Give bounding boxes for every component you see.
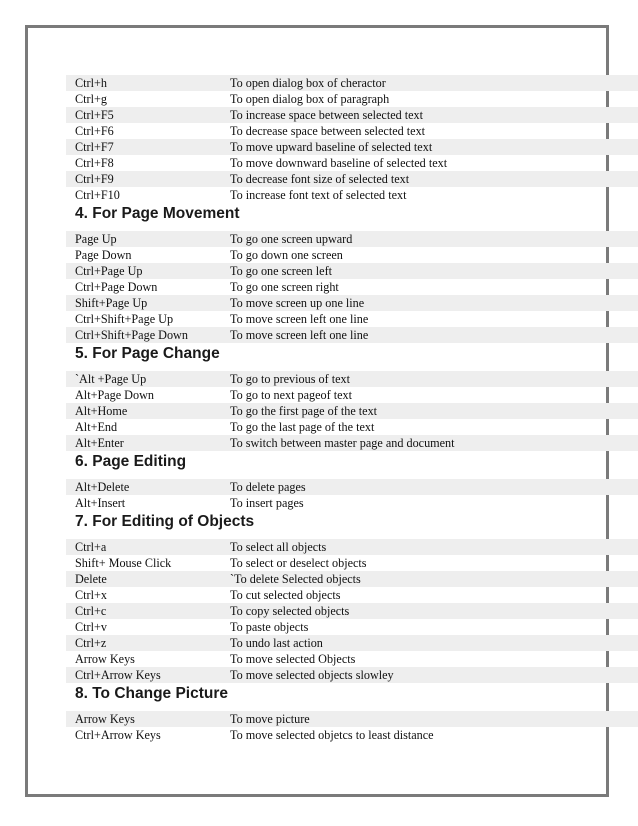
shortcut-key: Shift+ Mouse Click: [75, 556, 172, 570]
shortcut-section: [66, 203, 638, 343]
shortcut-key: Shift+Page Up: [75, 296, 148, 310]
shortcut-key: Ctrl+F5: [75, 108, 114, 122]
shortcut-key: Ctrl+F9: [75, 172, 114, 186]
shortcut-description: To undo last action: [230, 636, 323, 650]
shortcut-row: [66, 619, 638, 635]
shortcut-description: To copy selected objects: [230, 604, 350, 618]
shortcut-section: [66, 683, 638, 743]
shortcut-description: To go down one screen: [230, 248, 343, 262]
shortcut-row: [66, 263, 638, 279]
shortcut-key: Ctrl+F7: [75, 140, 114, 154]
shortcut-row: [66, 479, 638, 495]
shortcut-key: Alt+Delete: [75, 480, 130, 494]
shortcut-description: To paste objects: [230, 620, 309, 634]
shortcut-key: Ctrl+h: [75, 76, 107, 90]
shortcut-key: `Alt +Page Up: [75, 372, 147, 386]
shortcut-description: To go one screen upward: [230, 232, 353, 246]
shortcut-key: Page Down: [75, 248, 132, 262]
shortcut-key: Ctrl+a: [75, 540, 107, 554]
shortcut-row: [66, 403, 638, 419]
shortcut-row: [66, 571, 638, 587]
shortcut-row: [66, 311, 638, 327]
shortcut-key: Alt+Insert: [75, 496, 126, 510]
shortcut-key: Arrow Keys: [75, 652, 135, 666]
shortcut-document: [66, 75, 638, 743]
shortcut-description: To move screen up one line: [230, 296, 365, 310]
section-heading: 4. For Page Movement: [75, 205, 240, 222]
section-heading: 5. For Page Change: [75, 345, 220, 362]
section-heading: 6. Page Editing: [75, 453, 187, 470]
shortcut-description: `To delete Selected objects: [230, 572, 361, 586]
shortcut-key: Ctrl+c: [75, 604, 107, 618]
shortcut-key: Ctrl+Page Up: [75, 264, 143, 278]
shortcut-row: [66, 555, 638, 571]
shortcut-row: [66, 587, 638, 603]
shortcut-section: [66, 343, 638, 451]
shortcut-row: [66, 139, 638, 155]
shortcut-key: Ctrl+Shift+Page Up: [75, 312, 174, 326]
shortcut-description: To go the last page of the text: [230, 420, 375, 434]
shortcut-description: To increase font text of selected text: [230, 188, 407, 202]
shortcut-row: [66, 603, 638, 619]
shortcut-row: [66, 727, 638, 743]
shortcut-description: To move picture: [230, 712, 310, 726]
shortcut-key: Ctrl+Page Down: [75, 280, 158, 294]
shortcut-description: To cut selected objects: [230, 588, 341, 602]
shortcut-section: [66, 511, 638, 683]
shortcut-key: Delete: [75, 572, 107, 586]
shortcut-key: Alt+Enter: [75, 436, 124, 450]
shortcut-row: [66, 91, 638, 107]
shortcut-description: To delete pages: [230, 480, 306, 494]
shortcut-description: To select all objects: [230, 540, 327, 554]
shortcut-row: [66, 231, 638, 247]
shortcut-key: Ctrl+Arrow Keys: [75, 668, 161, 682]
shortcut-key: Page Up: [75, 232, 117, 246]
shortcut-row: [66, 279, 638, 295]
shortcut-description: To go one screen left: [230, 264, 333, 278]
shortcut-description: To move screen left one line: [230, 328, 369, 342]
shortcut-description: To move upward baseline of selected text: [230, 140, 433, 154]
shortcut-row: [66, 539, 638, 555]
shortcut-description: To go to next pageof text: [230, 388, 353, 402]
shortcut-description: To move selected Objects: [230, 652, 356, 666]
shortcut-row: [66, 371, 638, 387]
section-heading: 8. To Change Picture: [75, 685, 229, 702]
shortcut-description: To open dialog box of paragraph: [230, 92, 390, 106]
shortcut-key: Alt+Home: [75, 404, 128, 418]
shortcut-key: Ctrl+x: [75, 588, 107, 602]
shortcut-section: [66, 451, 638, 511]
shortcut-description: To insert pages: [230, 496, 304, 510]
shortcut-row: [66, 495, 638, 511]
shortcut-key: Ctrl+g: [75, 92, 107, 106]
shortcut-key: Ctrl+Arrow Keys: [75, 728, 161, 742]
shortcut-row: [66, 667, 638, 683]
intro-shortcut-table: [66, 75, 638, 203]
shortcut-description: To go to previous of text: [230, 372, 350, 386]
shortcut-row: [66, 635, 638, 651]
shortcut-row: [66, 387, 638, 403]
shortcut-row: [66, 247, 638, 263]
shortcut-key: Ctrl+F8: [75, 156, 114, 170]
shortcut-row: [66, 123, 638, 139]
shortcut-row: [66, 155, 638, 171]
shortcut-key: Alt+End: [75, 420, 118, 434]
shortcut-row: [66, 419, 638, 435]
shortcut-description: To move selected objects slowley: [230, 668, 394, 682]
shortcut-description: To move selected objetcs to least distance: [230, 728, 434, 742]
shortcut-row: [66, 187, 638, 203]
shortcut-key: Ctrl+Shift+Page Down: [75, 328, 188, 342]
shortcut-key: Arrow Keys: [75, 712, 135, 726]
shortcut-description: To open dialog box of cheractor: [230, 76, 386, 90]
section-heading: 7. For Editing of Objects: [75, 513, 255, 530]
shortcut-row: [66, 435, 638, 451]
shortcut-description: To go the first page of the text: [230, 404, 378, 418]
shortcut-description: To switch between master page and document: [230, 436, 455, 450]
shortcut-description: To go one screen right: [230, 280, 339, 294]
shortcut-key: Alt+Page Down: [75, 388, 154, 402]
shortcut-description: To move screen left one line: [230, 312, 369, 326]
shortcut-description: To increase space between selected text: [230, 108, 424, 122]
shortcut-description: To move downward baseline of selected text: [230, 156, 448, 170]
shortcut-row: [66, 75, 638, 91]
shortcut-row: [66, 711, 638, 727]
shortcut-row: [66, 295, 638, 311]
shortcut-key: Ctrl+v: [75, 620, 107, 634]
shortcut-description: To select or deselect objects: [230, 556, 367, 570]
shortcut-row: [66, 171, 638, 187]
shortcut-row: [66, 327, 638, 343]
shortcut-row: [66, 651, 638, 667]
shortcut-sections: [66, 203, 638, 743]
shortcut-key: Ctrl+F6: [75, 124, 114, 138]
shortcut-description: To decrease font size of selected text: [230, 172, 410, 186]
shortcut-description: To decrease space between selected text: [230, 124, 426, 138]
shortcut-row: [66, 107, 638, 123]
shortcut-key: Ctrl+F10: [75, 188, 120, 202]
shortcut-key: Ctrl+z: [75, 636, 107, 650]
